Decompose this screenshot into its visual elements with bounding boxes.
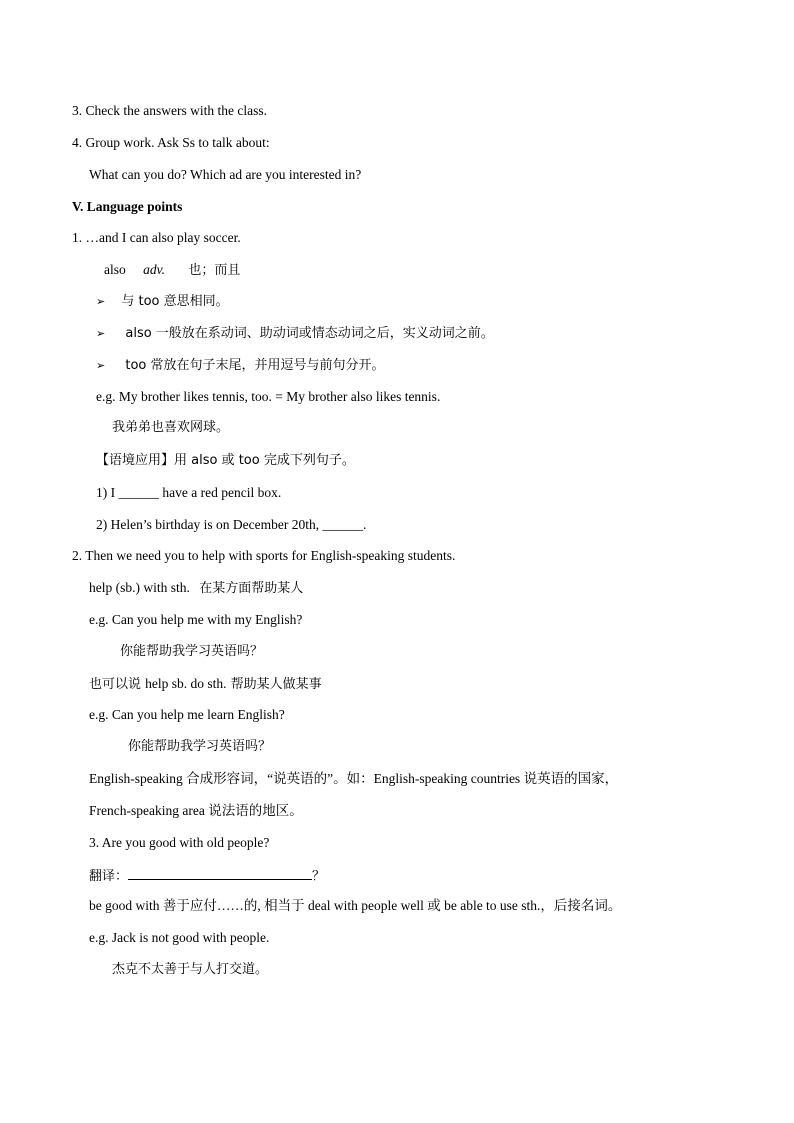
usage-bullet-text: also 一般放在系动词、助动词或情态动词之后，实义动词之前。 bbox=[125, 326, 494, 341]
discussion-question: What can you do? Which ad are you interested in? bbox=[89, 167, 362, 182]
step-3-check-answers: 3. Check the answers with the class. bbox=[72, 103, 267, 118]
example-sentence: e.g. My brother likes tennis, too. = My brother also likes tennis. bbox=[96, 389, 441, 404]
example-translation: 我弟弟也喜欢网球。 bbox=[112, 420, 230, 435]
phrase: help (sb.) with sth. bbox=[89, 580, 190, 595]
usage-note-be-good-with: be good with 善于应付……的, 相当于 deal with people well 或 be able to use sth.，后接名词。 bbox=[89, 898, 622, 913]
answer-blank[interactable]: ______ bbox=[322, 517, 363, 532]
usage-bullet bbox=[96, 291, 229, 312]
usage-bullet-text: too 常放在句子末尾，并用逗号与前句分开。 bbox=[125, 358, 385, 373]
example-sentence: e.g. Can you help me learn English? bbox=[89, 707, 285, 722]
example-sentence: e.g. Jack is not good with people. bbox=[89, 930, 270, 945]
alternative-phrase: 也可以说 help sb. do sth. 帮助某人做某事 bbox=[89, 676, 322, 692]
step-4-group-work: 4. Group work. Ask Ss to talk about: bbox=[72, 135, 270, 150]
exercise-question-1: 1) I ______ have a red pencil box. bbox=[96, 485, 282, 500]
point-3-title: 3. Are you good with old people? bbox=[89, 835, 270, 850]
vocab-also bbox=[104, 260, 240, 281]
translation-exercise: 翻译： ？ bbox=[89, 865, 325, 887]
phrase-help-with bbox=[89, 578, 303, 599]
part-of-speech: adv. bbox=[143, 262, 165, 277]
exercise-instruction: 【语境应用】用 also 或 too 完成下列句子。 bbox=[96, 453, 355, 468]
translation-blank[interactable] bbox=[128, 865, 312, 880]
compound-adjective-note-cont: French-speaking area 说法语的地区。 bbox=[89, 803, 303, 818]
arrow-bullet-icon: ➢ bbox=[96, 295, 106, 308]
usage-bullet-text: 与 too 意思相同。 bbox=[121, 294, 229, 309]
point-1-title: 1. …and I can also play soccer. bbox=[72, 230, 241, 245]
answer-blank[interactable]: ______ bbox=[118, 485, 159, 500]
arrow-bullet-icon: ➢ bbox=[96, 327, 106, 340]
example-translation: 你能帮助我学习英语吗？ bbox=[128, 739, 272, 754]
section-heading-language-points: V. Language points bbox=[72, 199, 183, 214]
usage-bullet bbox=[96, 355, 385, 376]
example-translation: 杰克不太善于与人打交道。 bbox=[112, 962, 269, 977]
vocab-meaning: 也；而且 bbox=[188, 263, 241, 278]
point-2-title: 2. Then we need you to help with sports for English-speaking students. bbox=[72, 548, 456, 563]
phrase-meaning: 在某方面帮助某人 bbox=[199, 581, 304, 596]
arrow-bullet-icon: ➢ bbox=[96, 359, 106, 372]
compound-adjective-note: English-speaking 合成形容词，“说英语的”。如：English-speaking countries 说英语的国家， bbox=[89, 771, 619, 786]
vocab-word: also bbox=[104, 262, 126, 277]
exercise-question-2: 2) Helen’s birthday is on December 20th, ______. bbox=[96, 517, 367, 532]
usage-bullet bbox=[96, 323, 494, 344]
translate-label: 翻译： bbox=[89, 869, 129, 884]
example-sentence: e.g. Can you help me with my English? bbox=[89, 612, 303, 627]
example-translation: 你能帮助我学习英语吗？ bbox=[120, 644, 264, 659]
